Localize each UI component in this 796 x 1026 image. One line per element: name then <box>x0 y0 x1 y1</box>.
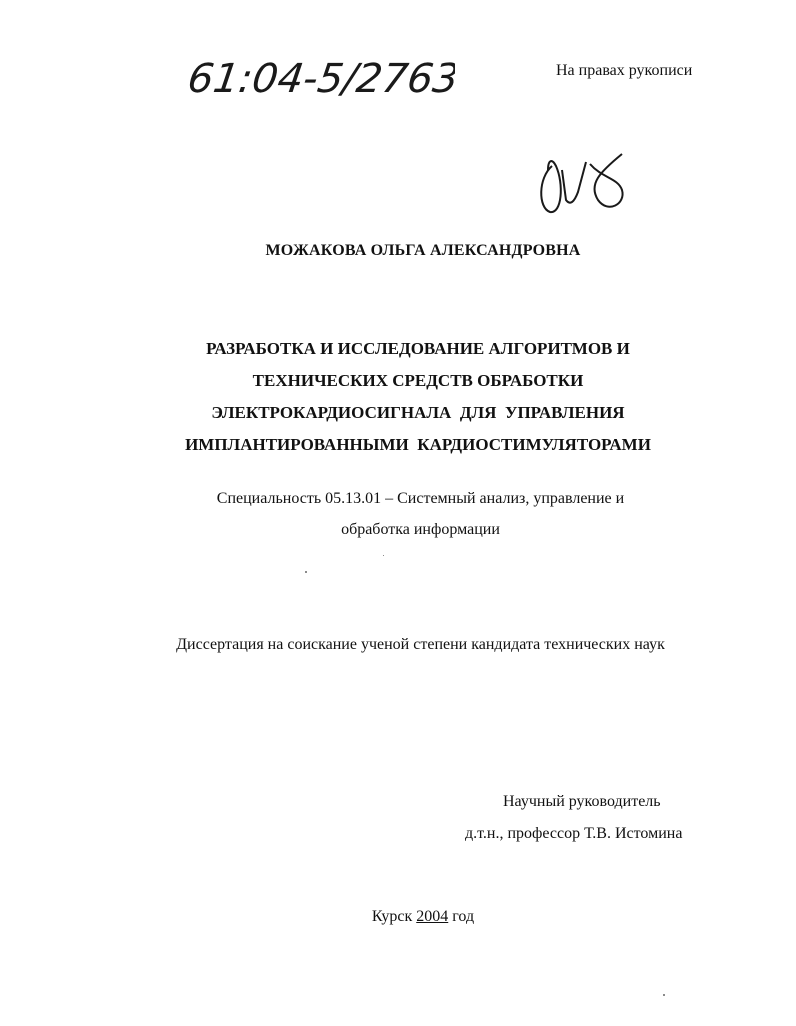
author-name: МОЖАКОВА ОЛЬГА АЛЕКСАНДРОВНА <box>265 242 581 259</box>
title-line: ЭЛЕКТРОКАРДИОСИГНАЛА ДЛЯ УПРАВЛЕНИЯ <box>211 403 625 422</box>
specialty <box>0 483 796 545</box>
specialty-line: Специальность 05.13.01 – Системный анализ, управление и <box>216 490 625 507</box>
handwritten-number-drawing <box>185 30 455 120</box>
handwritten-number-text: 61:04-5/2763 <box>185 56 455 102</box>
specialty-line: обработка информации <box>341 521 500 538</box>
signature <box>530 148 640 220</box>
city-year <box>0 908 796 926</box>
scan-speck <box>663 994 665 996</box>
supervisor-block <box>465 786 682 850</box>
scan-speck <box>305 571 307 573</box>
dissertation-title <box>0 333 796 461</box>
dissertation-note: Диссертация на соискание ученой степени кандидата технических наук <box>176 636 665 653</box>
city: Курск <box>371 908 413 925</box>
title-line: ТЕХНИЧЕСКИХ СРЕДСТВ ОБРАБОТКИ <box>252 371 584 390</box>
title-line: РАЗРАБОТКА И ИССЛЕДОВАНИЕ АЛГОРИТМОВ И <box>206 339 630 358</box>
supervisor-name: д.т.н., профессор Т.В. Истомина <box>465 825 683 842</box>
scan-speck <box>383 555 384 556</box>
year-suffix: год <box>452 908 475 925</box>
handwritten-archive-number <box>185 30 455 120</box>
signature-drawing <box>530 148 640 220</box>
title-line: ИМПЛАНТИРОВАННЫМИ КАРДИОСТИМУЛЯТОРАМИ <box>185 435 651 454</box>
rights-note: На правах рукописи <box>556 62 693 79</box>
supervisor-label: Научный руководитель <box>503 793 661 810</box>
year: 2004 <box>416 908 449 925</box>
